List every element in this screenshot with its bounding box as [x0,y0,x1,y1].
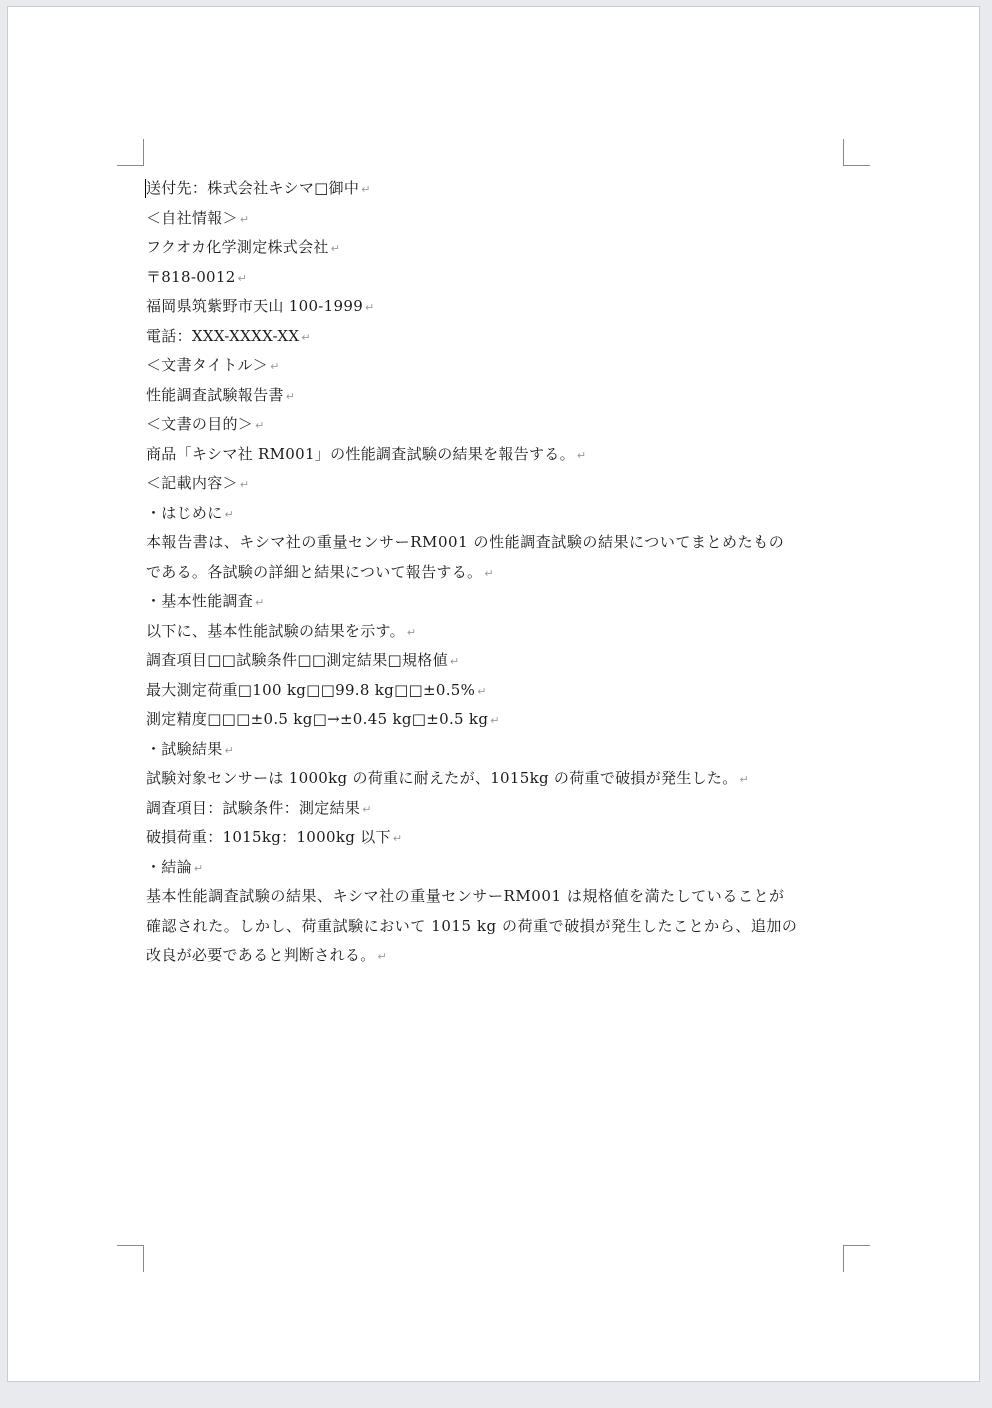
paragraph-mark-icon: ↵ [361,183,371,196]
paragraph-conclusion-line-2[interactable]: 確認された。しかし、荷重試験において 1015 kg の荷重で破損が発生したことから、追加の [146,916,798,935]
paragraph-mark-icon: ↵ [193,861,204,875]
margin-corner-top-right [843,139,870,166]
paragraph-mark-icon: ↵ [484,566,494,580]
paragraph-purpose-heading[interactable]: ＜文書の目的＞ ↵ [146,415,265,433]
paragraph-intro-heading[interactable]: ・はじめに ↵ [146,503,235,522]
paragraph-results-table-row[interactable]: 破損荷重：1015kg：1000kg 以下 ↵ [146,828,403,846]
paragraph-results-table-header[interactable]: 調査項目：試験条件：測定結果 ↵ [146,798,372,817]
text-cursor [145,179,146,198]
margin-corner-bottom-right [843,1245,870,1272]
paragraph-mark-icon: ↵ [224,743,235,757]
paragraph-basic-performance-intro[interactable]: 以下に、基本性能試験の結果を示す。 ↵ [146,621,417,640]
paragraph-company-name[interactable]: フクオカ化学測定株式会社 ↵ [146,238,341,256]
paragraph-mark-icon: ↵ [301,330,311,344]
paragraph-mark-icon: ↵ [285,389,296,403]
paragraph-mark-icon: ↵ [362,802,372,816]
paragraph-mark-icon: ↵ [406,625,417,639]
paragraph-table-row-max-load[interactable]: 最大測定荷重□100 kg□□99.8 kg□□±0.5% ↵ [146,680,487,699]
paragraph-postal-code[interactable]: 〒818-0012 ↵ [146,267,248,286]
paragraph-contents-heading[interactable]: ＜記載内容＞ ↵ [146,474,250,492]
paragraph-mark-icon: ↵ [237,271,248,285]
paragraph-test-results[interactable]: 試験対象センサーは 1000kg の荷重に耐えたが、1015kg の荷重で破損が発生した。 ↵ [146,769,750,787]
paragraph-mark-icon: ↵ [576,448,587,462]
paragraph-mark-icon: ↵ [239,478,250,491]
paragraph-table-row-accuracy[interactable]: 測定精度□□□±0.5 kg□→±0.45 kg□±0.5 kg ↵ [146,710,500,728]
paragraph-mark-icon: ↵ [365,301,375,314]
paragraph-mark-icon: ↵ [477,684,487,698]
paragraph-document-title[interactable]: 性能調査試験報告書 ↵ [146,385,296,404]
paragraph-mark-icon: ↵ [255,419,265,432]
paragraph-test-results-heading[interactable]: ・試験結果 ↵ [146,739,235,758]
paragraph-conclusion-line-3[interactable]: 改良が必要であると判断される。 ↵ [146,946,388,964]
paragraph-title-heading[interactable]: ＜文書タイトル＞ ↵ [146,356,280,374]
paragraph-mark-icon: ↵ [270,360,280,373]
document-body[interactable] [146,174,848,971]
paragraph-intro-line-2[interactable]: である。各試験の詳細と結果について報告する。 ↵ [146,562,494,581]
paragraph-mark-icon: ↵ [330,242,341,255]
paragraph-purpose[interactable]: 商品「キシマ社 RM001」の性能調査試験の結果を報告する。 ↵ [146,444,587,463]
paragraph-address[interactable]: 福岡県筑紫野市天山 100-1999 ↵ [146,297,375,315]
paragraph-mark-icon: ↵ [392,832,403,845]
paragraph-conclusion-line-1[interactable]: 基本性能調査試験の結果、キシマ社の重量センサーRM001 は規格値を満たしていることが [146,887,785,905]
paragraph-mark-icon: ↵ [224,507,235,521]
paragraph-company-info-heading[interactable]: ＜自社情報＞ ↵ [146,208,250,227]
paragraph-table-header[interactable]: 調査項目□□試験条件□□測定結果□規格値 ↵ [146,651,460,669]
margin-corner-bottom-left [117,1245,144,1272]
paragraph-recipient[interactable]: 送付先：株式会社キシマ□御中 ↵ [146,179,371,197]
paragraph-mark-icon: ↵ [239,212,250,226]
paragraph-mark-icon: ↵ [490,714,500,727]
paragraph-mark-icon: ↵ [449,655,460,668]
paragraph-conclusion-heading[interactable]: ・結論 ↵ [146,857,204,876]
paragraph-mark-icon: ↵ [377,950,388,963]
margin-corner-top-left [117,139,144,166]
paragraph-basic-performance-heading[interactable]: ・基本性能調査 ↵ [146,592,265,610]
paragraph-intro-line-1[interactable]: 本報告書は、キシマ社の重量センサーRM001 の性能調査試験の結果についてまとめたもの [146,533,785,551]
document-page[interactable] [7,6,980,1382]
paragraph-mark-icon: ↵ [739,773,750,786]
paragraph-phone[interactable]: 電話：XXX-XXXX-XX ↵ [146,326,311,345]
paragraph-mark-icon: ↵ [255,596,265,609]
